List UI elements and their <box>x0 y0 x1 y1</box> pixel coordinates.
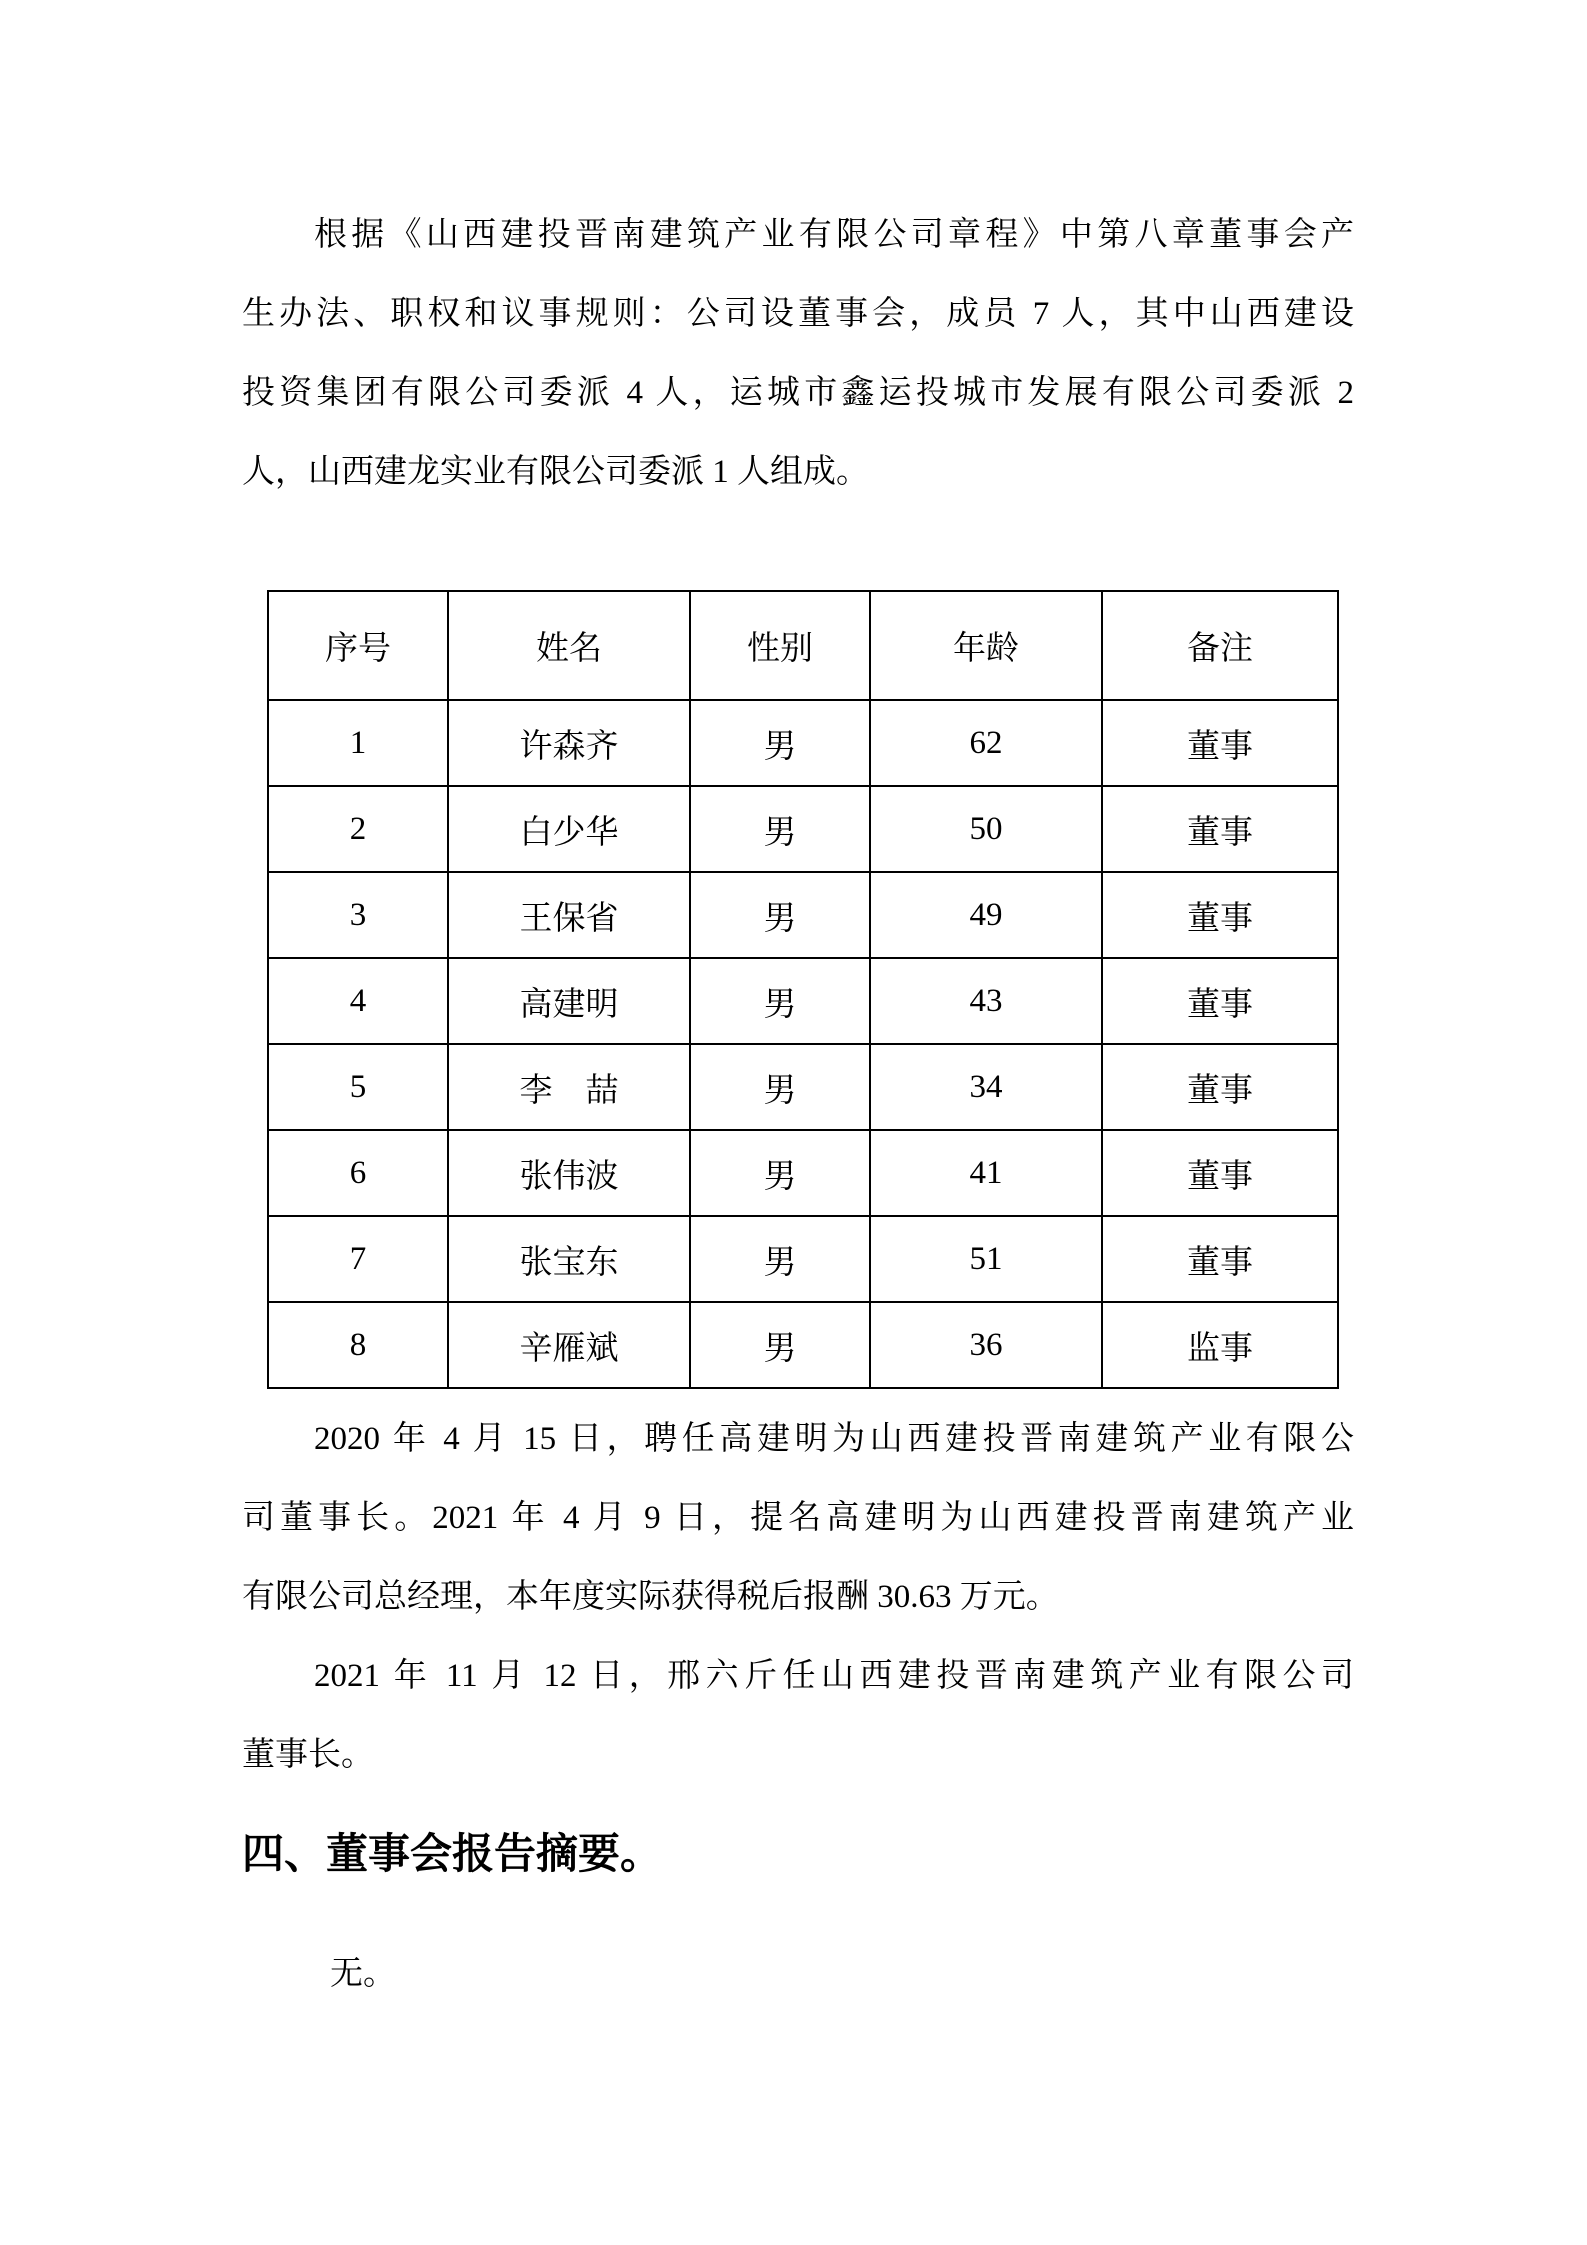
table-row <box>268 786 1338 872</box>
text-line: 2020 年 4 月 15 日，聘任高建明为山西建投晋南建筑产业有限公 <box>314 1421 1354 1457</box>
column-header-age: 年龄 <box>870 591 1102 700</box>
table-cell: 43 <box>870 958 1102 1044</box>
table-cell: 49 <box>870 872 1102 958</box>
column-header-gender: 性别 <box>690 591 870 700</box>
table-row <box>268 1302 1338 1388</box>
table-cell: 监事 <box>1102 1302 1338 1388</box>
paragraph-appointment-2020 <box>242 1400 1354 1637</box>
table-cell: 51 <box>870 1216 1102 1302</box>
table-cell: 许森齐 <box>448 700 690 786</box>
table-cell: 5 <box>268 1044 448 1130</box>
table-cell: 41 <box>870 1130 1102 1216</box>
text-line: 司董事长。2021 年 4 月 9 日，提名高建明为山西建投晋南建筑产业 <box>242 1500 1354 1536</box>
table-row <box>268 958 1338 1044</box>
table-cell: 辛雁斌 <box>448 1302 690 1388</box>
table-row <box>268 700 1338 786</box>
table-cell: 董事 <box>1102 1216 1338 1302</box>
paragraph-board-composition <box>242 196 1354 512</box>
table-cell: 36 <box>870 1302 1102 1388</box>
document-content <box>242 196 1354 2014</box>
table-row <box>268 1216 1338 1302</box>
text-line: 有限公司总经理，本年度实际获得税后报酬 30.63 万元。 <box>242 1579 1059 1615</box>
table-cell: 男 <box>690 700 870 786</box>
table-cell: 王保省 <box>448 872 690 958</box>
table-cell: 张宝东 <box>448 1216 690 1302</box>
column-header-remark: 备注 <box>1102 591 1338 700</box>
table-cell: 白少华 <box>448 786 690 872</box>
table-cell: 6 <box>268 1130 448 1216</box>
paragraph-none: 无。 <box>330 1956 396 1992</box>
table-body <box>268 700 1338 1388</box>
table-cell: 董事 <box>1102 1130 1338 1216</box>
table-cell: 3 <box>268 872 448 958</box>
table-header-row <box>268 591 1338 700</box>
text-line: 生办法、职权和议事规则：公司设董事会，成员 7 人，其中山西建设 <box>242 296 1354 332</box>
paragraph-appointment-2021 <box>242 1637 1354 1795</box>
text-line: 投资集团有限公司委派 4 人，运城市鑫运投城市发展有限公司委派 2 <box>242 375 1354 411</box>
table-cell: 高建明 <box>448 958 690 1044</box>
table-cell: 男 <box>690 786 870 872</box>
text-line: 人，山西建龙实业有限公司委派 1 人组成。 <box>242 454 869 490</box>
table-header <box>268 591 1338 700</box>
table-cell: 男 <box>690 1130 870 1216</box>
table-cell: 张伟波 <box>448 1130 690 1216</box>
table-cell: 男 <box>690 1216 870 1302</box>
text-line: 2021 年 11 月 12 日，邢六斤任山西建投晋南建筑产业有限公司 <box>314 1658 1354 1694</box>
table-cell: 董事 <box>1102 786 1338 872</box>
table-row <box>268 872 1338 958</box>
board-roster-table <box>267 590 1339 1389</box>
table-cell: 2 <box>268 786 448 872</box>
table-cell: 8 <box>268 1302 448 1388</box>
text-line: 董事长。 <box>242 1737 374 1773</box>
table-row <box>268 1130 1338 1216</box>
table-row <box>268 1044 1338 1130</box>
table-cell: 50 <box>870 786 1102 872</box>
table-cell: 李 喆 <box>448 1044 690 1130</box>
text-line: 根据《山西建投晋南建筑产业有限公司章程》中第八章董事会产 <box>314 217 1354 253</box>
table-cell: 董事 <box>1102 872 1338 958</box>
table-cell: 董事 <box>1102 700 1338 786</box>
column-header-name: 姓名 <box>448 591 690 700</box>
table-cell: 62 <box>870 700 1102 786</box>
table-cell: 男 <box>690 1302 870 1388</box>
table-cell: 4 <box>268 958 448 1044</box>
table-cell: 7 <box>268 1216 448 1302</box>
table-cell: 男 <box>690 1044 870 1130</box>
table-cell: 董事 <box>1102 958 1338 1044</box>
table-cell: 34 <box>870 1044 1102 1130</box>
section-heading-board-report: 四、董事会报告摘要。 <box>242 1830 663 1877</box>
table-cell: 董事 <box>1102 1044 1338 1130</box>
table-cell: 1 <box>268 700 448 786</box>
table-cell: 男 <box>690 872 870 958</box>
table-cell: 男 <box>690 958 870 1044</box>
column-header-index: 序号 <box>268 591 448 700</box>
